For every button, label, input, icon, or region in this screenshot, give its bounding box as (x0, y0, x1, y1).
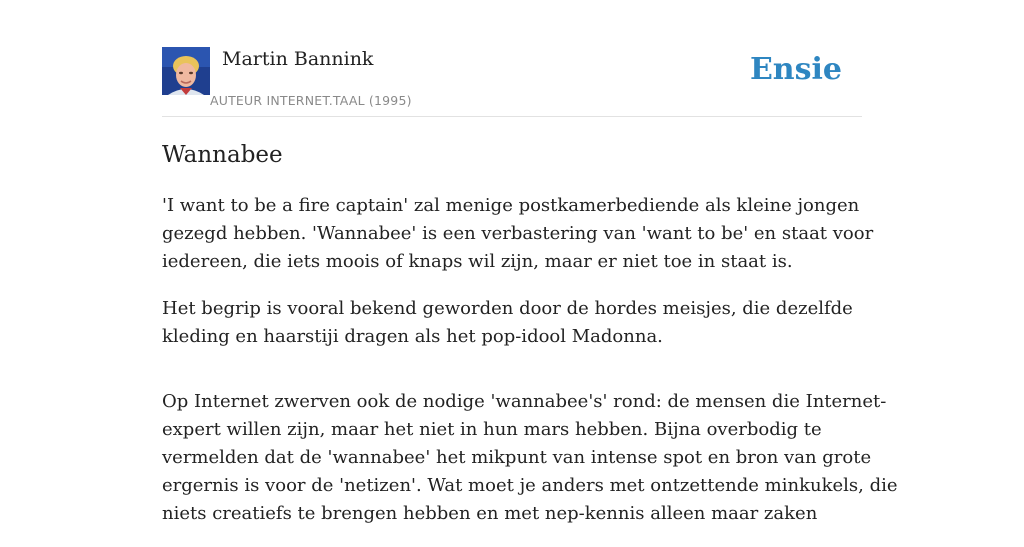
paragraph (162, 295, 862, 351)
paragraph (162, 192, 874, 276)
paragraph-line: niets creatiefs te brengen hebben en met nep-kennis alleen maar zaken (162, 503, 818, 524)
article-page (162, 0, 898, 524)
paragraph-line: ergernis is voor de 'netizen'. Wat moet je anders met ontzettende minkukels, die (162, 475, 898, 496)
paragraph-line: 'I want to be a fire captain' zal menige postkamerbediende als kleine jongen (162, 195, 860, 216)
paragraph (162, 388, 898, 528)
author-photo (162, 47, 210, 95)
paragraph-line: kleding en haarstiji dragen als het pop-idool Madonna. (162, 326, 663, 347)
ensie-logo[interactable]: Ensie (749, 52, 842, 87)
paragraph-line: iedereen, die iets moois of knaps wil zijn, maar er niet toe in staat is. (162, 251, 793, 272)
author-avatar[interactable] (162, 47, 210, 95)
article-header (162, 0, 862, 117)
paragraph-line: gezegd hebben. 'Wannabee' is een verbastering van 'want to be' en staat voor (162, 223, 874, 244)
article-title: Wannabee (162, 142, 283, 168)
author-role: AUTEUR INTERNET.TAAL (1995) (210, 93, 412, 108)
author-name[interactable]: Martin Bannink (222, 48, 374, 70)
paragraph-line: Op Internet zwerven ook de nodige 'wannabee's' rond: de mensen die Internet- (162, 391, 887, 412)
paragraph-line: expert willen zijn, maar het niet in hun mars hebben. Bijna overbodig te (162, 419, 822, 440)
paragraph-line: vermelden dat de 'wannabee' het mikpunt van intense spot en bron van grote (162, 447, 872, 468)
paragraph-line: Het begrip is vooral bekend geworden door de hordes meisjes, die dezelfde (162, 298, 853, 319)
article-body (162, 192, 898, 547)
